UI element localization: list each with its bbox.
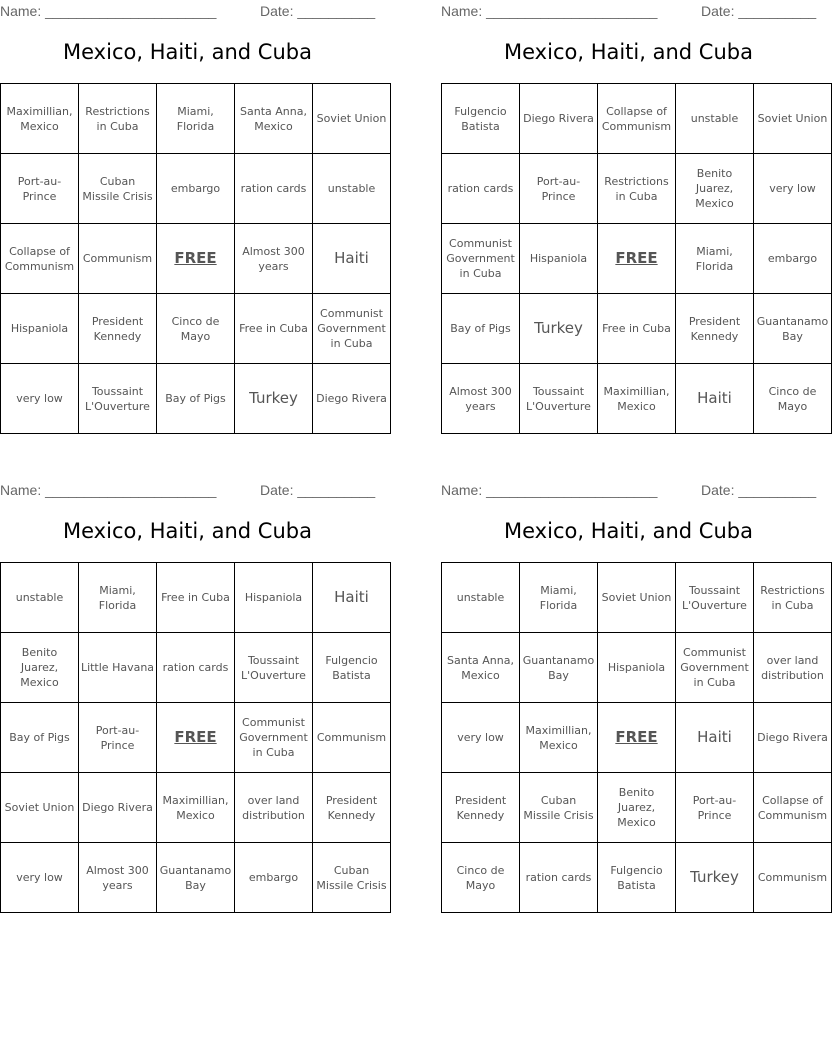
name-label: Name: ______________________: [441, 3, 658, 19]
bingo-grid: [441, 562, 832, 913]
bingo-cell: Communist Government in Cuba: [313, 294, 391, 364]
bingo-cell: embargo: [235, 843, 313, 913]
grid-row: [442, 294, 832, 364]
grid-row: [442, 843, 832, 913]
bingo-cell: Haiti: [676, 703, 754, 773]
grid-row: [442, 633, 832, 703]
name-label: Name: ______________________: [0, 482, 217, 498]
bingo-cell: very low: [754, 154, 832, 224]
date-label: Date: __________: [701, 482, 817, 498]
bingo-cell: Almost 300 years: [235, 224, 313, 294]
grid-row: [1, 294, 391, 364]
bingo-cell: Port-au-Prince: [676, 773, 754, 843]
bingo-cell: Cuban Missile Crisis: [520, 773, 598, 843]
grid-row: [442, 364, 832, 434]
bingo-cell: Guantanamo Bay: [754, 294, 832, 364]
bingo-cell: Toussaint L'Ouverture: [79, 364, 157, 434]
bingo-cell: over land distribution: [235, 773, 313, 843]
bingo-cell: Restrictions in Cuba: [754, 563, 832, 633]
bingo-cell: Guantanamo Bay: [157, 843, 235, 913]
bingo-cell: Maximillian, Mexico: [157, 773, 235, 843]
name-label: Name: ______________________: [0, 3, 217, 19]
grid-row: [442, 154, 832, 224]
bingo-cell: Haiti: [313, 563, 391, 633]
bingo-cell: ration cards: [235, 154, 313, 224]
grid-row: [1, 633, 391, 703]
bingo-cell: very low: [442, 703, 520, 773]
bingo-cell: unstable: [1, 563, 79, 633]
bingo-cell: Miami, Florida: [157, 84, 235, 154]
bingo-cell: Communist Government in Cuba: [442, 224, 520, 294]
bingo-cell: ration cards: [520, 843, 598, 913]
free-space-cell: FREE: [157, 703, 235, 773]
free-space-cell: FREE: [598, 224, 676, 294]
date-label: Date: __________: [701, 3, 817, 19]
bingo-cell: unstable: [442, 563, 520, 633]
bingo-cell: Benito Juarez, Mexico: [598, 773, 676, 843]
bingo-cell: Soviet Union: [598, 563, 676, 633]
bingo-cell: Turkey: [235, 364, 313, 434]
bingo-cell: Fulgencio Batista: [313, 633, 391, 703]
bingo-cell: President Kennedy: [676, 294, 754, 364]
bingo-cell: Bay of Pigs: [442, 294, 520, 364]
bingo-cell: Maximillian, Mexico: [520, 703, 598, 773]
bingo-cell: Maximillian, Mexico: [1, 84, 79, 154]
bingo-cell: very low: [1, 364, 79, 434]
bingo-cell: Miami, Florida: [79, 563, 157, 633]
card-title: Mexico, Haiti, and Cuba: [504, 519, 753, 543]
bingo-cell: Communism: [754, 843, 832, 913]
bingo-cell: Miami, Florida: [676, 224, 754, 294]
name-date-line: [441, 1, 816, 21]
bingo-cell: President Kennedy: [79, 294, 157, 364]
bingo-cell: Communism: [79, 224, 157, 294]
bingo-cell: Miami, Florida: [520, 563, 598, 633]
bingo-cell: Benito Juarez, Mexico: [1, 633, 79, 703]
bingo-cell: Toussaint L'Ouverture: [676, 563, 754, 633]
bingo-cell: Turkey: [520, 294, 598, 364]
bingo-cell: Soviet Union: [1, 773, 79, 843]
grid-row: [1, 843, 391, 913]
grid-row: [442, 773, 832, 843]
bingo-cell: Cuban Missile Crisis: [79, 154, 157, 224]
bingo-cell: Restrictions in Cuba: [598, 154, 676, 224]
bingo-cell: embargo: [754, 224, 832, 294]
date-label: Date: __________: [260, 3, 376, 19]
bingo-cell: Collapse of Communism: [754, 773, 832, 843]
bingo-cell: President Kennedy: [442, 773, 520, 843]
bingo-cell: Fulgencio Batista: [442, 84, 520, 154]
bingo-cell: Hispaniola: [1, 294, 79, 364]
bingo-cell: Haiti: [676, 364, 754, 434]
bingo-cell: over land distribution: [754, 633, 832, 703]
bingo-cell: Free in Cuba: [157, 563, 235, 633]
grid-row: [1, 154, 391, 224]
bingo-grid: [0, 83, 391, 434]
bingo-cell: Communist Government in Cuba: [676, 633, 754, 703]
bingo-cell: Bay of Pigs: [1, 703, 79, 773]
card-title: Mexico, Haiti, and Cuba: [63, 40, 312, 64]
bingo-cell: Toussaint L'Ouverture: [520, 364, 598, 434]
name-date-line: [0, 480, 375, 500]
bingo-cell: Guantanamo Bay: [520, 633, 598, 703]
bingo-cell: Diego Rivera: [520, 84, 598, 154]
bingo-cell: President Kennedy: [313, 773, 391, 843]
bingo-cell: Hispaniola: [598, 633, 676, 703]
bingo-cell: Diego Rivera: [754, 703, 832, 773]
name-label: Name: ______________________: [441, 482, 658, 498]
bingo-cell: Little Havana: [79, 633, 157, 703]
bingo-cell: Soviet Union: [313, 84, 391, 154]
bingo-cell: Cuban Missile Crisis: [313, 843, 391, 913]
grid-row: [442, 224, 832, 294]
name-date-line: [441, 480, 816, 500]
bingo-cell: Santa Anna, Mexico: [235, 84, 313, 154]
bingo-cell: ration cards: [157, 633, 235, 703]
card-title: Mexico, Haiti, and Cuba: [63, 519, 312, 543]
bingo-cell: embargo: [157, 154, 235, 224]
bingo-cell: unstable: [676, 84, 754, 154]
bingo-cell: very low: [1, 843, 79, 913]
grid-row: [1, 364, 391, 434]
bingo-cell: Almost 300 years: [79, 843, 157, 913]
bingo-cell: Benito Juarez, Mexico: [676, 154, 754, 224]
bingo-cell: Port-au-Prince: [520, 154, 598, 224]
bingo-cell: Restrictions in Cuba: [79, 84, 157, 154]
grid-row: [442, 563, 832, 633]
bingo-cell: Collapse of Communism: [1, 224, 79, 294]
grid-row: [442, 84, 832, 154]
bingo-cell: unstable: [313, 154, 391, 224]
bingo-cell: Collapse of Communism: [598, 84, 676, 154]
bingo-cell: ration cards: [442, 154, 520, 224]
bingo-cell: Turkey: [676, 843, 754, 913]
card-title: Mexico, Haiti, and Cuba: [504, 40, 753, 64]
bingo-cell: Communist Government in Cuba: [235, 703, 313, 773]
bingo-cell: Santa Anna, Mexico: [442, 633, 520, 703]
bingo-cell: Fulgencio Batista: [598, 843, 676, 913]
grid-row: [442, 703, 832, 773]
bingo-cell: Free in Cuba: [235, 294, 313, 364]
bingo-cell: Diego Rivera: [79, 773, 157, 843]
grid-row: [1, 703, 391, 773]
name-date-line: [0, 1, 375, 21]
bingo-grid: [0, 562, 391, 913]
bingo-cell: Hispaniola: [235, 563, 313, 633]
bingo-cell: Soviet Union: [754, 84, 832, 154]
bingo-cell: Communism: [313, 703, 391, 773]
bingo-cell: Diego Rivera: [313, 364, 391, 434]
bingo-cell: Port-au-Prince: [79, 703, 157, 773]
date-label: Date: __________: [260, 482, 376, 498]
bingo-cell: Haiti: [313, 224, 391, 294]
grid-row: [1, 563, 391, 633]
bingo-cell: Free in Cuba: [598, 294, 676, 364]
bingo-grid: [441, 83, 832, 434]
grid-row: [1, 773, 391, 843]
bingo-cell: Cinco de Mayo: [157, 294, 235, 364]
free-space-cell: FREE: [598, 703, 676, 773]
bingo-cell: Hispaniola: [520, 224, 598, 294]
bingo-cell: Maximillian, Mexico: [598, 364, 676, 434]
bingo-cell: Almost 300 years: [442, 364, 520, 434]
grid-row: [1, 224, 391, 294]
bingo-cell: Bay of Pigs: [157, 364, 235, 434]
bingo-cell: Toussaint L'Ouverture: [235, 633, 313, 703]
bingo-cell: Port-au-Prince: [1, 154, 79, 224]
free-space-cell: FREE: [157, 224, 235, 294]
grid-row: [1, 84, 391, 154]
bingo-cell: Cinco de Mayo: [442, 843, 520, 913]
bingo-cell: Cinco de Mayo: [754, 364, 832, 434]
